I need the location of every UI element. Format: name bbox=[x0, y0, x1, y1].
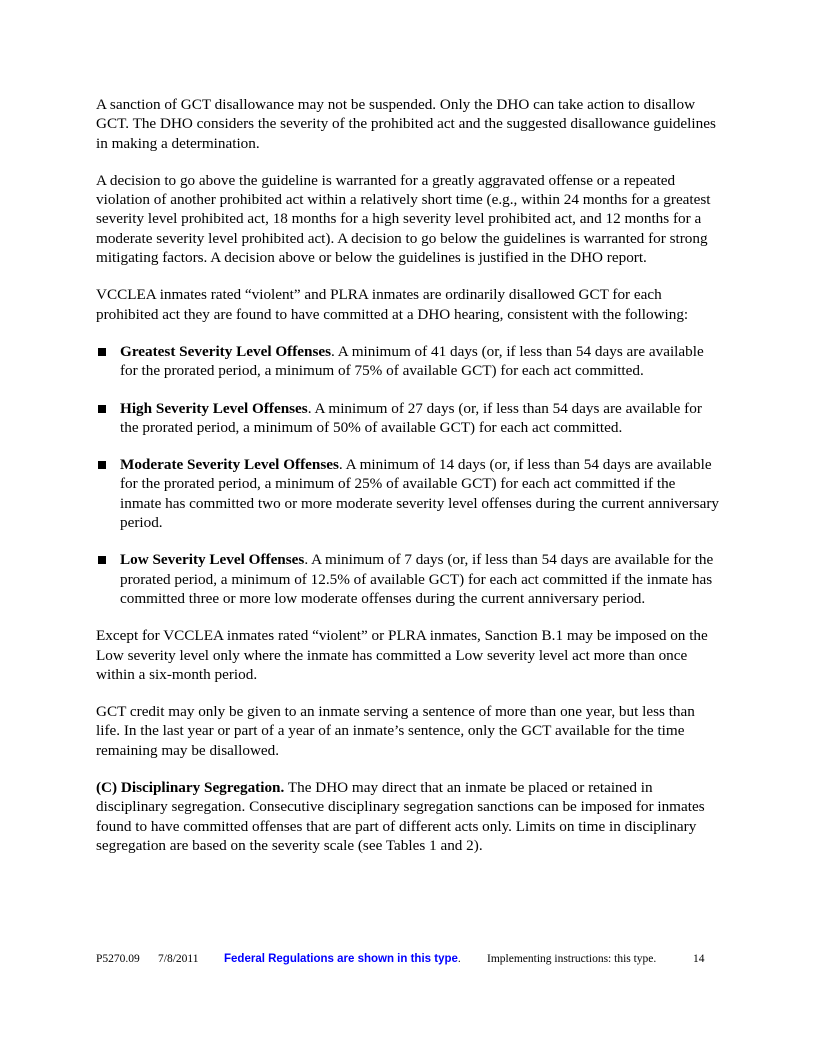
square-bullet-icon bbox=[98, 556, 106, 564]
paragraph-disciplinary-segregation bbox=[96, 778, 720, 855]
section-text: The DHO may direct that an inmate be placed or retained in disciplinary segregation. Consecutive disciplinary segregation sanctions can be imposed for inmates found to have committed offenses that are part of different acts only. Limits on time in disciplinary segregation are based on the severity scale (see Tables 1 and 2). bbox=[96, 779, 705, 854]
bullet-title: Greatest Severity Level Offenses bbox=[120, 342, 332, 360]
section-heading: (C) Disciplinary Segregation. bbox=[96, 779, 285, 797]
bullet-title: Low Severity Level Offenses bbox=[120, 551, 305, 569]
footer-federal-note bbox=[224, 950, 461, 968]
bullet-high-severity bbox=[96, 399, 720, 438]
bullet-title: High Severity Level Offenses bbox=[120, 399, 308, 417]
document-body bbox=[96, 95, 720, 873]
federal-regulations-label: Federal Regulations are shown in this type bbox=[224, 953, 458, 965]
paragraph-gct-credit: GCT credit may only be given to an inmate serving a sentence of more than one year, but less than life. In the last year or part of a year of an inmate’s sentence, only the GCT available for the time remaining may be disallowed. bbox=[96, 703, 695, 759]
bullet-greatest-severity bbox=[96, 342, 720, 381]
bullet-text: . A minimum of 41 days (or, if less than 54 days are available for the prorated period, a minimum of 75% of available GCT) for each act committed. bbox=[120, 342, 704, 380]
footer-date: 7/8/2011 bbox=[158, 953, 199, 965]
footer-doc-id: P5270.09 bbox=[96, 953, 140, 965]
paragraph-guideline-decision: A decision to go above the guideline is warranted for a greatly aggravated offense or a repeated violation of another prohibited act within a relatively short time (e.g., within 24 months for a greatest severity level prohibited act, 18 months for a high severity level prohibited act, and 12 months for a moderate severity level prohibited act). A decision to go below the guidelines is warranted for strong mitigating factors. A decision above or below the guidelines is justified in the DHO report. bbox=[96, 171, 711, 267]
bullet-text: . A minimum of 14 days (or, if less than 54 days are available for the prorated period, a minimum of 25% of available GCT) for each act committed if the inmate has committed two or more moderate severity level offenses during the current anniversary period. bbox=[120, 456, 720, 532]
square-bullet-icon bbox=[98, 405, 106, 413]
bullet-text: . A minimum of 7 days (or, if less than 54 days are available for the prorated period, a minimum of 12.5% of available GCT) for each act committed if the inmate has committed three or more low moderate offenses during the current anniversary period. bbox=[120, 551, 714, 607]
paragraph-gct-suspension: A sanction of GCT disallowance may not be suspended. Only the DHO can take action to disallow GCT. The DHO considers the severity of the prohibited act and the suggested disallowance guidelines in making a determination. bbox=[96, 96, 716, 152]
paragraph-vcclea-exception: Except for VCCLEA inmates rated “violent” or PLRA inmates, Sanction B.1 may be imposed on the Low severity level only where the inmate has committed a Low severity level act more than once within a six-month period. bbox=[96, 627, 708, 683]
bullet-title: Moderate Severity Level Offenses bbox=[120, 456, 339, 474]
square-bullet-icon bbox=[98, 348, 106, 356]
page-footer bbox=[96, 950, 720, 968]
bullet-low-severity bbox=[96, 550, 720, 608]
footer-period: . bbox=[457, 953, 461, 965]
bullet-moderate-severity bbox=[96, 455, 720, 532]
footer-page-number: 14 bbox=[693, 953, 705, 965]
bullet-text: . A minimum of 27 days (or, if less than 54 days are available for the prorated period, a minimum of 50% of available GCT) for each act committed. bbox=[120, 399, 702, 436]
footer-implementing: Implementing instructions: this type. bbox=[487, 953, 657, 965]
paragraph-vcclea-intro: VCCLEA inmates rated “violent” and PLRA inmates are ordinarily disallowed GCT for each prohibited act they are found to have committed at a DHO hearing, consistent with the following: bbox=[96, 286, 689, 323]
square-bullet-icon bbox=[98, 461, 106, 469]
